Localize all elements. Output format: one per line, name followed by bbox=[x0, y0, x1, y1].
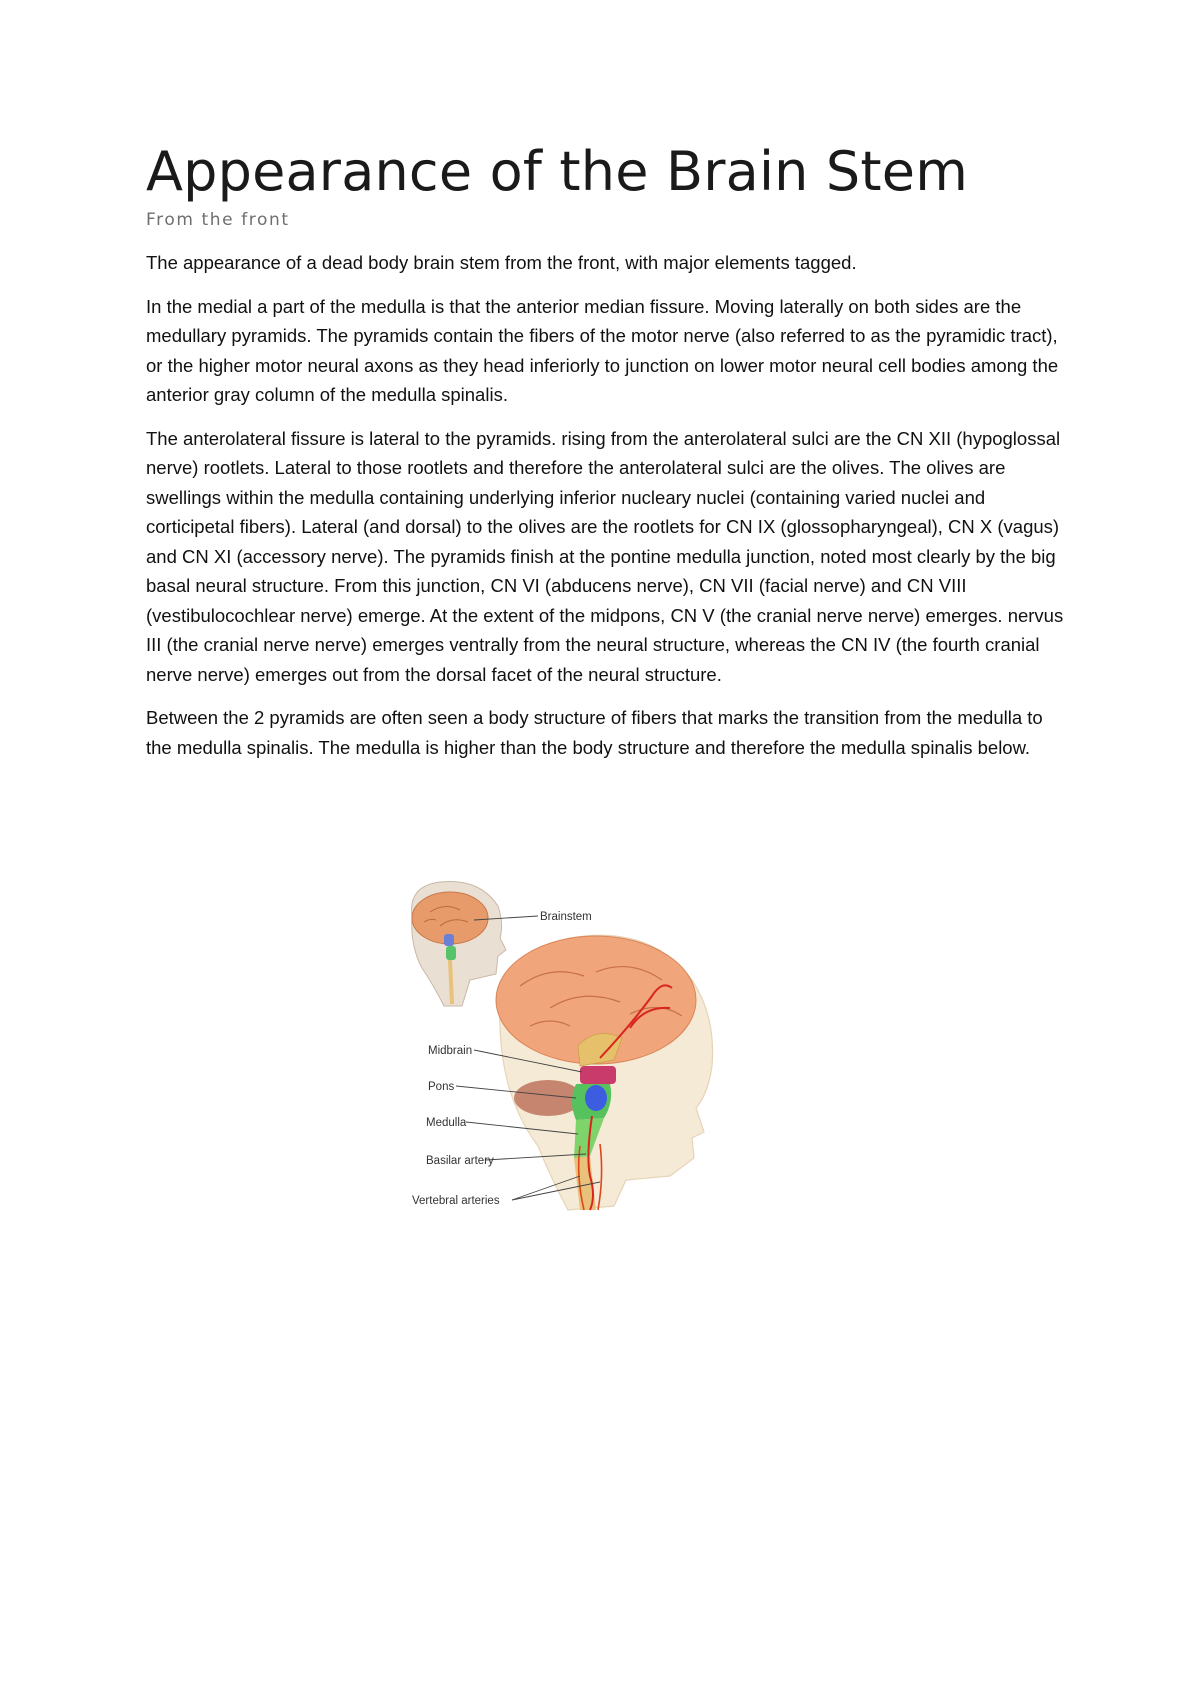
pons-inner bbox=[585, 1085, 607, 1111]
label-vertebral-arteries: Vertebral arteries bbox=[412, 1195, 500, 1207]
inset-midbrain bbox=[444, 934, 454, 946]
inset-head bbox=[412, 882, 506, 1007]
page-title: Appearance of the Brain Stem bbox=[146, 140, 969, 203]
skull-illustration bbox=[496, 935, 713, 1210]
paragraph-medulla: In the medial a part of the medulla is that the anterior median fissure. Moving laterally on both sides are the medullary pyramids. The pyramids contain the fibers of the motor nerve (also referred to as the pyramidic tract), or the higher motor neural axons as they head inferiorly to junction on lower motor neural cell bodies among the anterior gray column of the medulla spinalis. bbox=[146, 295, 1059, 405]
paragraph-transition: Between the 2 pyramids are often seen a body structure of fibers that marks the transition from the medulla to the medulla spinalis. The medulla is higher than the body structure and therefore the medulla spinalis below. bbox=[146, 707, 1043, 758]
label-medulla: Medulla bbox=[426, 1117, 467, 1129]
label-basilar-artery: Basilar artery bbox=[426, 1155, 494, 1167]
document-body bbox=[146, 140, 1066, 776]
inset-pons bbox=[446, 946, 456, 960]
paragraph-intro: The appearance of a dead body brain stem from the front, with major elements tagged. bbox=[146, 252, 857, 273]
brainstem-diagram bbox=[400, 876, 730, 1216]
label-brainstem: Brainstem bbox=[540, 911, 592, 923]
paragraph-anterolateral: The anterolateral fissure is lateral to the pyramids. rising from the anterolateral sulci are the CN XII (hypoglossal nerve) rootlets. Lateral to those rootlets and therefore the anterolateral sulci are the olives. The olives are swellings within the medulla containing underlying inferior nucleary nuclei (containing varied nuclei and corticipetal fibers). Lateral (and dorsal) to the olives are the rootlets for CN IX (glossopharyngeal), CN X (vagus) and CN XI (accessory nerve). The pyramids finish at the pontine medulla junction, noted most clearly by the big basal neural structure. From this junction, CN VI (abducens nerve), CN VII (facial nerve) and CN VIII (vestibulocochlear nerve) emerge. At the extent of the midpons, CN V (the cranial nerve nerve) emerges. nervus III (the cranial nerve nerve) emerges ventrally from the neural structure, whereas the CN IV (the fourth cranial nerve nerve) emerges out from the dorsal facet of the neural structure. bbox=[146, 427, 1064, 685]
label-midbrain: Midbrain bbox=[428, 1045, 473, 1057]
brainstem-illustration bbox=[400, 876, 730, 1216]
label-pons: Pons bbox=[428, 1081, 455, 1093]
page-subtitle: From the front bbox=[146, 210, 290, 230]
midbrain-region bbox=[580, 1066, 616, 1084]
